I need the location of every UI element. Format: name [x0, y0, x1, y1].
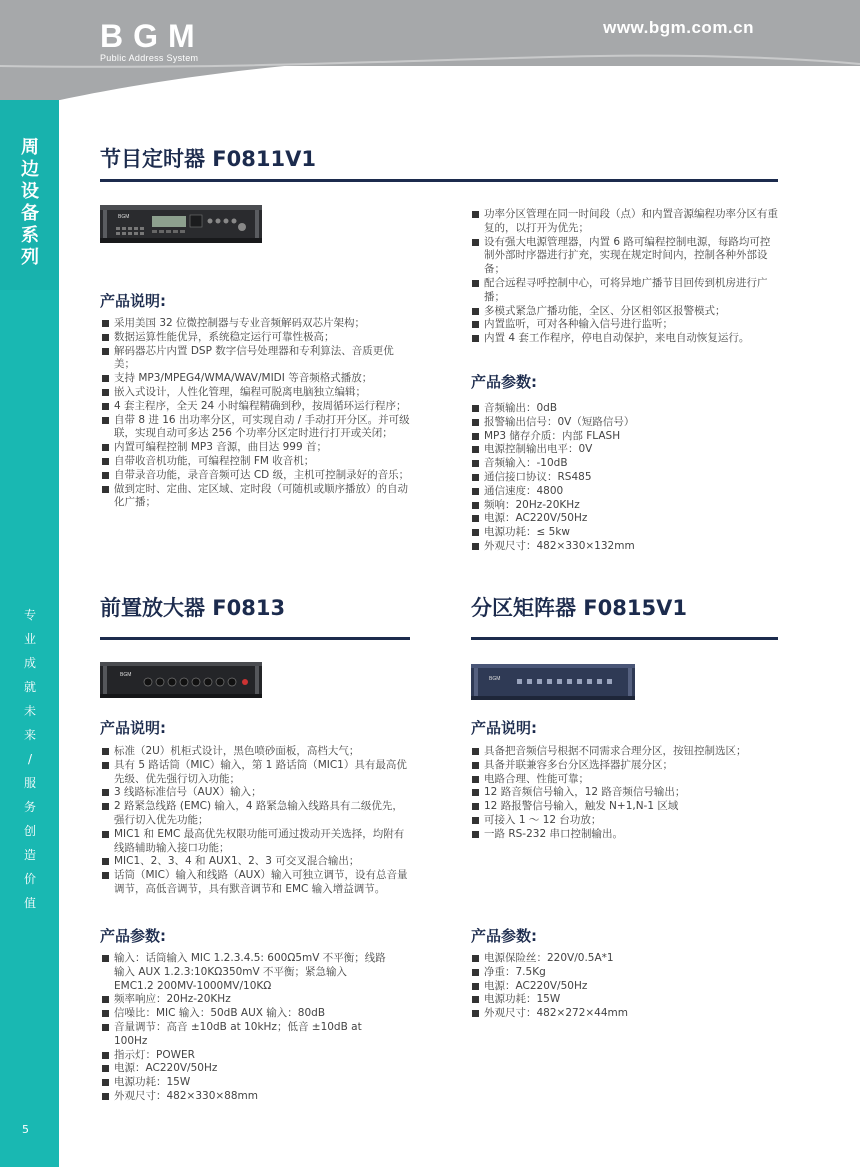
- list-item: 内置可编程控制 MP3 音源，曲目达 999 首；: [102, 441, 412, 455]
- list-item: 具有 5 路话筒（MIC）输入，第 1 路话筒（MIC1）具有最高优先级、优先强行切入功能；: [102, 759, 410, 787]
- spec-item: 电源保险丝：220V/0.5A*1: [472, 952, 778, 966]
- spec-item: 电源：AC220V/50Hz: [472, 512, 778, 526]
- spec-item: 频率响应：20Hz-20KHz: [102, 993, 387, 1007]
- spec-item: 频响：20Hz-20KHz: [472, 499, 778, 513]
- slogan-char: 务: [23, 800, 36, 814]
- brand-subtitle: Public Address System: [100, 53, 199, 63]
- f0811-desc-list: [102, 317, 412, 510]
- list-item: 自带收音机功能，可编程控制 FM 收音机；: [102, 455, 412, 469]
- series-title-char: 列: [21, 247, 39, 268]
- list-item: 具备把音频信号根据不同需求合理分区，按钮控制选区；: [472, 745, 778, 759]
- spec-item: 通信速度：4800: [472, 485, 778, 499]
- f0811-spec-list: [472, 402, 778, 554]
- list-item: 一路 RS-232 串口控制输出。: [472, 828, 778, 842]
- spec-item: 电源功耗：15W: [472, 993, 778, 1007]
- slogan-char: 创: [23, 824, 36, 838]
- list-item: 话筒（MIC）输入和线路（AUX）输入可独立调节，设有总音量调节，高低音调节，具有默音调节和 EMC 输入增益调节。: [102, 869, 410, 897]
- f0813-spec-heading: 产品参数:: [100, 927, 166, 945]
- list-item: 内置监听，可对各种输入信号进行监听；: [472, 318, 778, 332]
- list-item: 自带 8 进 16 出功率分区，可实现自动 / 手动打开分区。并可级联，实现自动可多达 256 个功率分区定时进行打开或关闭；: [102, 414, 412, 442]
- slogan-char: 成: [23, 656, 36, 670]
- spec-item: 指示灯：POWER: [102, 1049, 387, 1063]
- spec-item: 电源功耗：15W: [102, 1076, 387, 1090]
- list-item: 多模式紧急广播功能，全区、分区相邻区报警模式；: [472, 305, 778, 319]
- list-item: 数据运算性能优异，系统稳定运行可靠性极高；: [102, 331, 412, 345]
- section-divider: [100, 637, 410, 640]
- slogan-char: 专: [23, 608, 36, 622]
- product-title-f0811: 节目定时器 F0811V1: [100, 147, 316, 171]
- list-item: 支持 MP3/MPEG4/WMA/WAV/MIDI 等音频格式播放；: [102, 372, 412, 386]
- list-item: 配合远程寻呼控制中心，可将异地广播节目回传到机房进行广播；: [472, 277, 778, 305]
- list-item: 12 路音频信号输入，12 路音频信号输出；: [472, 786, 778, 800]
- list-item: MIC1、2、3、4 和 AUX1、2、3 可交叉混合输出；: [102, 855, 410, 869]
- list-item: 12 路报警信号输入，触发 N+1,N-1 区域: [472, 800, 778, 814]
- slogan: [22, 603, 38, 915]
- spec-item: 通信接口协议：RS485: [472, 471, 778, 485]
- slogan-char: 未: [23, 704, 36, 718]
- f0815-desc-heading: 产品说明:: [471, 719, 537, 737]
- slogan-char: 价: [23, 872, 36, 886]
- list-item: 解码器芯片内置 DSP 数字信号处理器和专利算法、音质更优美；: [102, 345, 412, 373]
- spec-item: MP3 储存介质：内部 FLASH: [472, 430, 778, 444]
- f0813-spec-list: [102, 952, 387, 1104]
- slogan-char: 就: [23, 680, 36, 694]
- section-divider: [471, 637, 778, 640]
- series-title-char: 备: [21, 203, 39, 224]
- list-item: 具备并联兼容多台分区选择器扩展分区；: [472, 759, 778, 773]
- list-item: MIC1 和 EMC 最高优先权限功能可通过拨动开关选择，均附有线路辅助输入接口功能；: [102, 828, 410, 856]
- section-divider: [100, 179, 778, 182]
- brand-name: BGM: [100, 18, 205, 54]
- f0811-device-image: [100, 205, 262, 243]
- spec-item: 音频输入：-10dB: [472, 457, 778, 471]
- f0815-device-image: [471, 664, 635, 700]
- spec-item: 净重：7.5Kg: [472, 966, 778, 980]
- f0813-desc-list: [102, 745, 410, 897]
- list-item: 采用美国 32 位微控制器与专业音频解码双芯片架构；: [102, 317, 412, 331]
- spec-item: 电源功耗：≤ 5kw: [472, 526, 778, 540]
- slogan-char: /: [27, 752, 33, 766]
- svg-text:BGM: BGM: [120, 672, 132, 678]
- f0815-desc-list: [472, 745, 778, 842]
- series-title-char: 系: [21, 225, 39, 246]
- list-item: 电路合理、性能可靠；: [472, 773, 778, 787]
- spec-item: 电源控制输出电平：0V: [472, 443, 778, 457]
- slogan-char: 来: [23, 728, 36, 742]
- slogan-char: 服: [23, 776, 36, 790]
- spec-item: 信噪比：MIC 输入：50dB AUX 输入：80dB: [102, 1007, 387, 1021]
- spec-item: 报警输出信号：0V（短路信号）: [472, 416, 778, 430]
- spec-item: 音量调节：高音 ±10dB at 10kHz；低音 ±10dB at 100Hz: [102, 1021, 387, 1049]
- slogan-char: 业: [23, 632, 36, 646]
- svg-text:BGM: BGM: [118, 214, 130, 220]
- list-item: 功率分区管理在同一时间段（点）和内置音源编程功率分区有重复的，以打开为优先；: [472, 208, 778, 236]
- f0811-desc-list-continued: [472, 208, 778, 346]
- list-item: 自带录音功能，录音音频可达 CD 级，主机可控制录好的音乐；: [102, 469, 412, 483]
- list-item: 设有强大电源管理器，内置 6 路可编程控制电源，每路均可控制外部时序器进行扩充，实现在规定时间内，控制各种外部设备；: [472, 236, 778, 277]
- series-title: [18, 137, 42, 269]
- product-title-f0815: 分区矩阵器 F0815V1: [471, 596, 687, 620]
- series-title-char: 设: [21, 181, 39, 202]
- f0813-desc-heading: 产品说明:: [100, 719, 166, 737]
- list-item: 内置 4 套工作程序，停电自动保护，来电自动恢复运行。: [472, 332, 778, 346]
- f0815-spec-list: [472, 952, 778, 1021]
- list-item: 嵌入式设计，人性化管理，编程可脱离电脑独立编辑；: [102, 386, 412, 400]
- series-title-char: 周: [21, 137, 39, 158]
- f0815-spec-heading: 产品参数:: [471, 927, 537, 945]
- slogan-char: 造: [23, 848, 36, 862]
- list-item: 标准（2U）机柜式设计，黑色喷砂面板，高档大气；: [102, 745, 410, 759]
- spec-item: 电源：AC220V/50Hz: [102, 1062, 387, 1076]
- f0813-device-image: [100, 662, 262, 698]
- slogan-char: 值: [23, 896, 36, 910]
- series-title-char: 边: [21, 159, 39, 180]
- spec-item: 音频输出：0dB: [472, 402, 778, 416]
- page-number: 5: [22, 1123, 29, 1136]
- product-title-f0813: 前置放大器 F0813: [100, 596, 286, 620]
- list-item: 做到定时、定曲、定区域、定时段（可随机或顺序播放）的自动化广播；: [102, 483, 412, 511]
- list-item: 2 路紧急线路 (EMC) 输入，4 路紧急输入线路具有二级优先，强行切入优先功能；: [102, 800, 410, 828]
- spec-item: 外观尺寸：482×330×88mm: [102, 1090, 387, 1104]
- list-item: 可接入 1 ～ 12 台功放；: [472, 814, 778, 828]
- f0811-spec-heading: 产品参数:: [471, 373, 537, 391]
- spec-item: 外观尺寸：482×330×132mm: [472, 540, 778, 554]
- website-url: www.bgm.com.cn: [603, 18, 754, 37]
- spec-item: 输入：话筒输入 MIC 1.2.3.4.5: 600Ω5mV 不平衡；线路输入 AUX 1.2.3:10KΩ350mV 不平衡；紧急输入 EMC1.2 200MV-1000MV/10KΩ: [102, 952, 387, 993]
- brand-logo: [100, 20, 205, 63]
- spec-item: 外观尺寸：482×272×44mm: [472, 1007, 778, 1021]
- spec-item: 电源：AC220V/50Hz: [472, 980, 778, 994]
- list-item: 4 套主程序，全天 24 小时编程精确到秒，按周循环运行程序；: [102, 400, 412, 414]
- list-item: 3 线路标准信号（AUX）输入；: [102, 786, 410, 800]
- f0811-desc-heading: 产品说明:: [100, 292, 166, 310]
- svg-text:BGM: BGM: [489, 676, 501, 682]
